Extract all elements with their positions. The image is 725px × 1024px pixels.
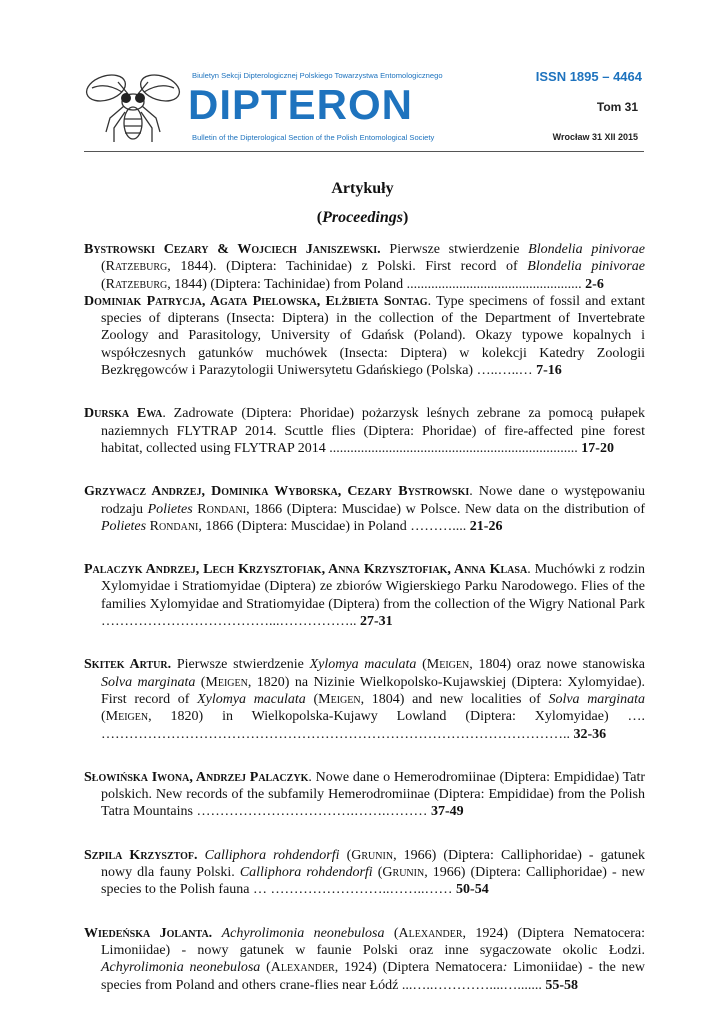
- article-authors: Palaczyk Andrzej, Lech Krzysztofiak, Anna Krzysztofiak, Anna Klasa: [84, 562, 528, 578]
- article-entry: Durska Ewa. Zadrowate (Diptera: Phoridae) pożarzysk leśnych zebrane za pomocą pułapek naziemnych FLYTRAP 2014. Scuttle flies (Diptera: Phoridae) of fire-affected pine forest habitat, collected using FLYTRAP 2014 ....................................................................... 17-20: [84, 406, 645, 456]
- journal-header: [84, 62, 644, 154]
- article-entry: Skitek Artur. Pierwsze stwierdzenie Xylomya maculata (Meigen, 1804) oraz nowe stanowiska Solva marginata (Meigen, 1820) na Nizinie Wielkopolsko-Kujawskiej (Diptera: Xylomyidae). First record of Xylomya maculata (Meigen, 1804) and new localities of Solva marginata (Meigen, 1820) in Wielkopolska-Kujawy Lowland (Diptera: Xylomyidae) …. ……………………………………………………………………………………….. 32-36: [84, 657, 646, 742]
- volume-label: Tom 31: [596, 100, 638, 114]
- section-subtitle: (Proceedings): [316, 209, 409, 226]
- article-authors: Grzywacz Andrzej, Dominika Wyborska, Cezary Bystrowski: [84, 484, 470, 500]
- article-entry: Palaczyk Andrzej, Lech Krzysztofiak, Anna Krzysztofiak, Anna Klasa. Muchówki z rodzin Xylomyidae i Stratiomyidae (Diptera) ze zbiorów Wigierskiego Parku Narodowego. Flies of the families Xylomyidae and Stratiomyidae (Diptera) from the collection of the Wigry National Park ………………………………...…………….. 27-31: [84, 562, 645, 630]
- article-authors: Bystrowski Cezary & Wojciech Janiszewski.: [84, 242, 381, 257]
- issue-date: Wrocław 31 XII 2015: [552, 132, 638, 142]
- issn-label: ISSN 1895 – 4464: [535, 69, 642, 84]
- section-title: Artykuły: [331, 180, 394, 197]
- section-subtitle-italic: Proceedings: [322, 209, 403, 226]
- article-pages: 32-36: [570, 726, 607, 742]
- fly-logo-icon: [84, 62, 182, 146]
- article-authors: Durska Ewa: [84, 406, 163, 422]
- article-pages: 55-58: [541, 977, 579, 993]
- society-line: Biuletyn Sekcji Dipterologicznej Polskiego Towarzystwa Entomologicznego: [192, 71, 443, 80]
- header-divider: [84, 151, 644, 152]
- article-authors: Dominiak Patrycja, Agata Pielowska, Elżbieta Sontag: [84, 293, 428, 309]
- bulletin-line: Bulletin of the Dipterological Section of the Polish Entomological Society: [192, 133, 435, 142]
- journal-title: DIPTERON: [188, 81, 414, 128]
- article-entry: Słowińska Iwona, Andrzej Palaczyk. Nowe dane o Hemerodromiinae (Diptera: Empididae) Tatr polskich. New records of the subfamily Hemerodromiinae (Diptera: Empididae) from the Polish Tatra Mountains …………………………….…….……… 37-49: [84, 769, 645, 820]
- article-pages: 21-26: [466, 518, 503, 534]
- article-entry: Dominiak Patrycja, Agata Pielowska, Elżbieta Sontag. Type specimens of fossil and extant species of dipterans (Insecta: Diptera) in the collection of the Department of Invertebrate Zoology and Parasitology, University of Gdańsk (Poland). Okazy typowe kopalnych i współczesnych gatunków muchówek (Insecta: Diptera) w kolekcji Katedry Zoologii Bezkręgowców i Parazytologii Uniwersytetu Gdańskiego (Polska) …..…..… 7-16: [84, 293, 645, 379]
- article-pages: 17-20: [577, 440, 614, 456]
- article-pages: 50-54: [452, 882, 489, 898]
- article-pages: 27-31: [356, 614, 393, 630]
- article-pages: 7-16: [532, 363, 562, 379]
- article-entry: Szpila Krzysztof. Calliphora rohdendorfi (Grunin, 1966) (Diptera: Calliphoridae) - gatunek nowy dla fauny Polski. Calliphora rohdendorfi (Grunin, 1966) (Diptera: Calliphoridae) - new species to the Polish fauna … ……………………..……..…… 50-54: [84, 847, 646, 898]
- article-authors: Słowińska Iwona, Andrzej Palaczyk: [84, 769, 309, 785]
- article-entry: Grzywacz Andrzej, Dominika Wyborska, Cezary Bystrowski. Nowe dane o występowaniu rodzaju Polietes Rondani, 1866 (Diptera: Muscidae) w Polsce. New data on the distribution of Polietes Rondani, 1866 (Diptera: Muscidae) in Poland ……….... 21-26: [84, 484, 646, 534]
- article-authors: Szpila Krzysztof.: [84, 847, 198, 863]
- article-authors: Skitek Artur.: [84, 657, 172, 673]
- article-entry: Bystrowski Cezary & Wojciech Janiszewski. Pierwsze stwierdzenie Blondelia pinivorae (Ratzeburg, 1844). (Diptera: Tachinidae) z Polski. First record of Blondelia pinivorae (Ratzeburg, 1844) (Diptera: Tachinidae) from Poland .................................................. 2-6: [84, 242, 645, 292]
- article-pages: 2-6: [581, 276, 604, 292]
- article-authors: Wiedeńska Jolanta.: [84, 925, 213, 941]
- article-pages: 37-49: [427, 804, 464, 820]
- article-list: [84, 241, 645, 994]
- article-entry: Wiedeńska Jolanta. Achyrolimonia neonebulosa (Alexander, 1924) (Diptera Nematocera: Limoniidae) - nowy gatunek w faunie Polski oraz inne sygaczowate okolic Łodzi. Achyrolimonia neonebulosa (Alexander, 1924) (Diptera Nematocera: Limoniidae) - the new species from Poland and others crane-flies near Łódź ...…..…………....…....... 55-58: [84, 925, 646, 993]
